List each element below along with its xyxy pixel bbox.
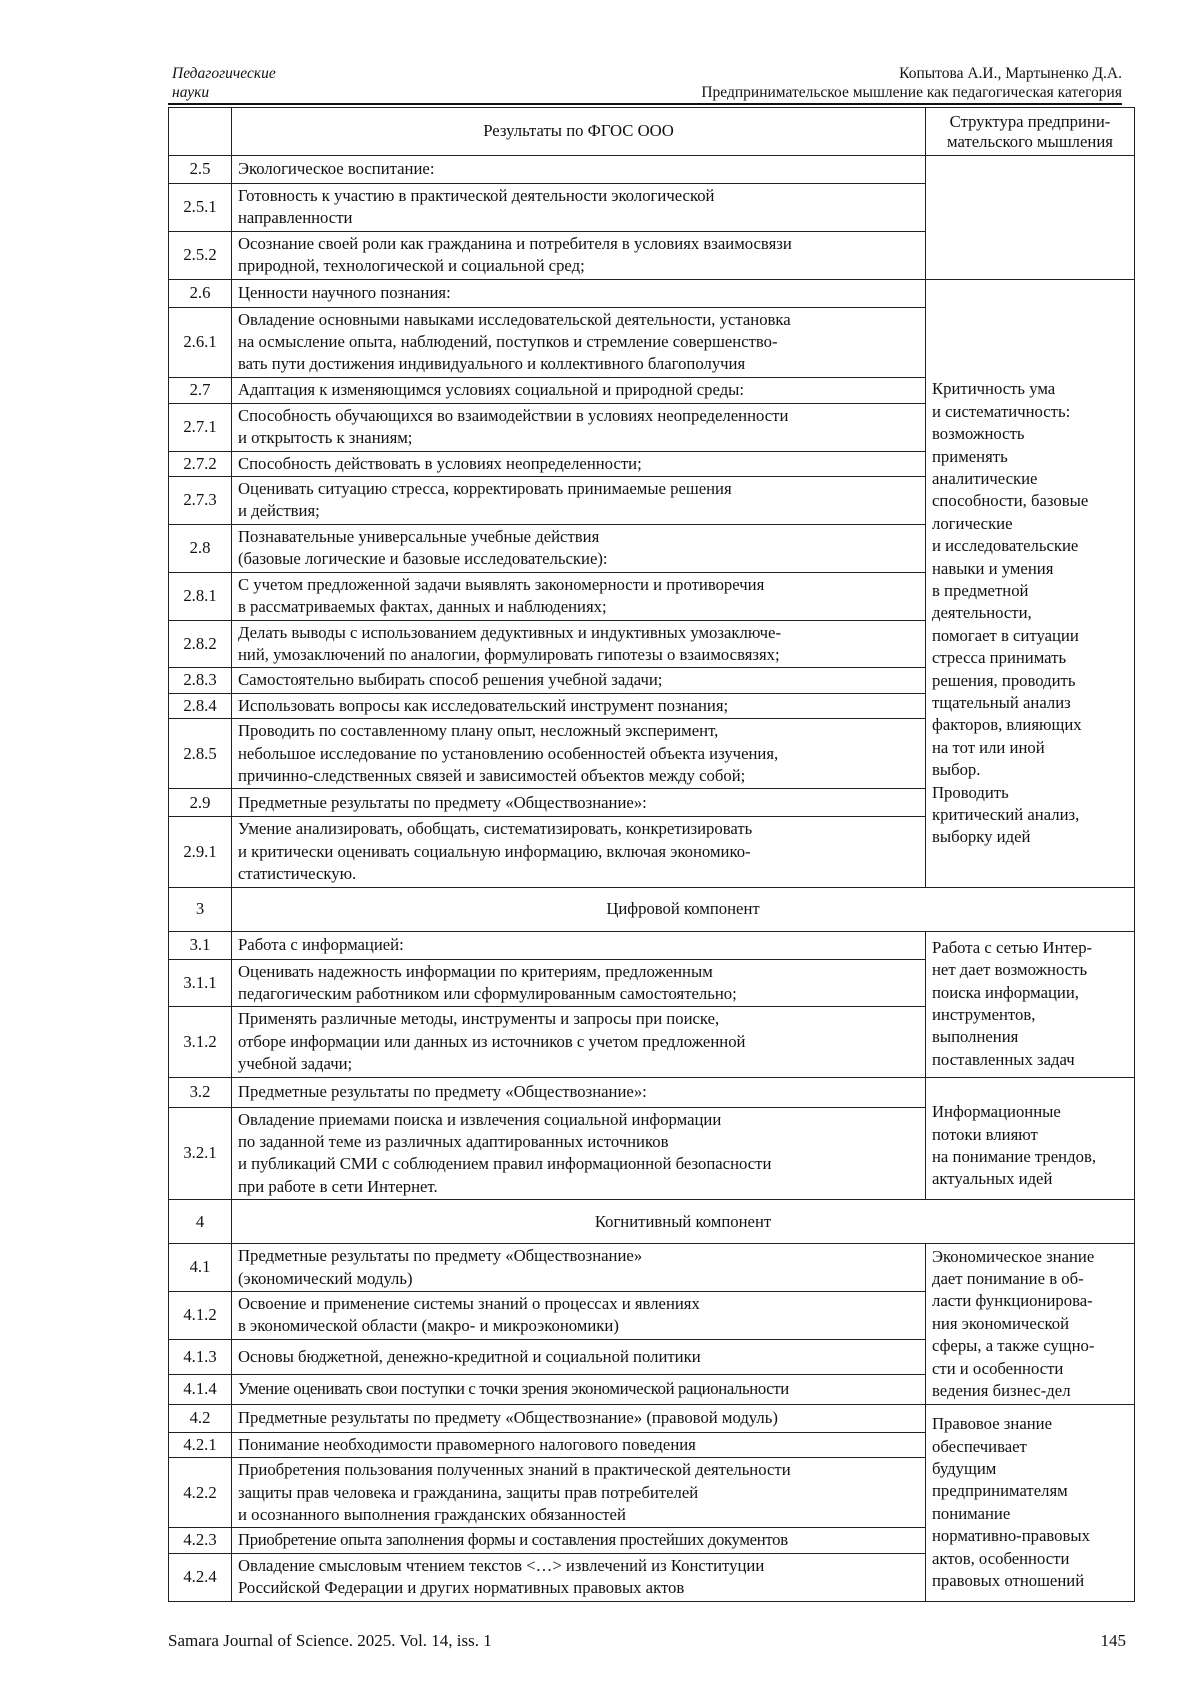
- category-title: Цифровой компонент: [232, 887, 1135, 931]
- structure-line: Критичность ума: [932, 379, 1056, 399]
- structure-cell-internet: [926, 931, 1135, 1077]
- row-text: [232, 1339, 926, 1374]
- row-text-line: направленности: [238, 208, 353, 228]
- row-number: 4.1.3: [169, 1339, 232, 1374]
- row-text: [232, 403, 926, 451]
- structure-line: дает понимание в об-: [932, 1269, 1084, 1289]
- row-number: 3: [169, 887, 232, 931]
- row-number: 2.6: [169, 279, 232, 307]
- row-text-line: Использовать вопросы как исследовательский инструмент познания;: [238, 695, 729, 715]
- structure-cell-critical-thinking: [926, 279, 1135, 887]
- structure-line: ния экономической: [932, 1313, 1070, 1333]
- structure-line: на понимание трендов,: [932, 1146, 1096, 1166]
- row-text-line: Адаптация к изменяющимся условиях социальной и природной среды:: [238, 380, 745, 400]
- structure-line: в предметной: [932, 580, 1029, 600]
- row-number: 2.8.4: [169, 693, 232, 718]
- structure-line: помогает в ситуации: [932, 625, 1079, 645]
- row-text-line: Познавательные универсальные учебные действия: [238, 526, 600, 546]
- row-number: 4.2: [169, 1404, 232, 1432]
- structure-line: навыки и умения: [932, 558, 1054, 578]
- row-text-line: и критически оценивать социальную информацию, включая экономико-: [238, 841, 751, 861]
- row-number: 3.1: [169, 931, 232, 959]
- row-number: 4.1: [169, 1244, 232, 1292]
- page-number: 145: [1100, 1631, 1126, 1650]
- row-text-line: и открытость к знаниям;: [238, 428, 413, 448]
- structure-line: решения, проводить: [932, 670, 1076, 690]
- row-text-line: Российской Федерации и других нормативных правовых актов: [238, 1578, 685, 1598]
- row-text: [232, 1404, 926, 1432]
- row-text-line: Овладение смысловым чтением текстов <…> извлечений из Конституции: [238, 1555, 765, 1575]
- structure-line: тщательный анализ: [932, 693, 1071, 713]
- row-text: [232, 1553, 926, 1601]
- header-structure-line-1: Структура предприни-: [949, 111, 1111, 131]
- section-label-line-1: Педагогические: [172, 65, 276, 82]
- row-text: [232, 184, 926, 232]
- running-header: [168, 64, 1122, 104]
- row-number: 2.5.1: [169, 184, 232, 232]
- row-text-line: Осознание своей роли как гражданина и потребителя в условиях взаимосвязи: [238, 233, 792, 253]
- row-number: 4.1.2: [169, 1292, 232, 1340]
- row-text: [232, 572, 926, 620]
- structure-line: потоки влияют: [932, 1124, 1038, 1144]
- section-label: [172, 64, 276, 102]
- row-text: [232, 1374, 926, 1404]
- row-text: [232, 477, 926, 525]
- structure-line: применять: [932, 446, 1008, 466]
- row-text-line: Проводить по составленному плану опыт, несложный эксперимент,: [238, 721, 719, 741]
- journal-citation: Samara Journal of Science. 2025. Vol. 14, iss. 1: [168, 1631, 492, 1650]
- structure-line: ласти функционирова-: [932, 1291, 1093, 1311]
- row-text-line: Применять различные методы, инструменты и запросы при поиске,: [238, 1009, 720, 1029]
- row-text: [232, 279, 926, 307]
- row-text: [232, 719, 926, 789]
- category-title: Когнитивный компонент: [232, 1200, 1135, 1244]
- row-text-line: педагогическим работником или сформулированным самостоятельно;: [238, 983, 737, 1003]
- structure-line: актуальных идей: [932, 1169, 1053, 1189]
- table-row: [169, 156, 1135, 184]
- row-number: 4.2.2: [169, 1458, 232, 1528]
- row-text-line: природной, технологической и социальной сред;: [238, 256, 585, 276]
- row-text: [232, 1292, 926, 1340]
- structure-line: поиска информации,: [932, 982, 1079, 1002]
- row-number: 2.9: [169, 789, 232, 817]
- row-number: 2.8.3: [169, 668, 232, 693]
- row-text-line: Ценности научного познания:: [238, 282, 451, 302]
- row-text: [232, 1007, 926, 1077]
- row-number: 4.2.1: [169, 1432, 232, 1457]
- row-text-line: Оценивать ситуацию стресса, корректировать принимаемые решения: [238, 479, 732, 499]
- row-text-line: небольшое исследование по установлению особенностей объекта изучения,: [238, 743, 779, 763]
- header-structure-line-2: мательского мышления: [947, 131, 1113, 151]
- structure-line: способности, базовые: [932, 491, 1089, 511]
- row-text-line: Понимание необходимости правомерного налогового поведения: [238, 1434, 696, 1454]
- row-number: 2.8.5: [169, 719, 232, 789]
- row-text: [232, 693, 926, 718]
- table-row: [169, 931, 1135, 959]
- row-number: 2.6.1: [169, 307, 232, 377]
- structure-line: обеспечивает: [932, 1436, 1027, 1456]
- row-text: [232, 1458, 926, 1528]
- row-number: 2.8.1: [169, 572, 232, 620]
- row-text-line: Овладение приемами поиска и извлечения социальной информации: [238, 1109, 722, 1129]
- article-title: Предпринимательское мышление как педагогическая категория: [701, 84, 1122, 101]
- row-text: [232, 1077, 926, 1107]
- row-number: 3.2.1: [169, 1107, 232, 1200]
- authors: Копытова А.И., Мартыненко Д.А.: [899, 65, 1122, 82]
- row-text-line: в экономической области (макро- и микроэкономики): [238, 1316, 619, 1336]
- row-text: [232, 817, 926, 887]
- row-text-line: Предметные результаты по предмету «Обществознание»: [238, 1246, 643, 1266]
- row-text: [232, 931, 926, 959]
- structure-line: сти и особенности: [932, 1358, 1064, 1378]
- structure-line: актов, особенности: [932, 1548, 1070, 1568]
- row-text-line: Умение анализировать, обобщать, систематизировать, конкретизировать: [238, 819, 753, 839]
- row-text: [232, 1432, 926, 1457]
- header-num-cell: [169, 108, 232, 156]
- structure-line: критический анализ,: [932, 805, 1080, 825]
- row-text: [232, 1107, 926, 1200]
- row-text: [232, 231, 926, 279]
- structure-cell-economic: [926, 1244, 1135, 1405]
- structure-cell-legal: [926, 1404, 1135, 1601]
- row-number: 4: [169, 1200, 232, 1244]
- structure-line: деятельности,: [932, 603, 1032, 623]
- row-text: [232, 377, 926, 403]
- structure-line: правовых отношений: [932, 1570, 1085, 1590]
- row-number: 2.8.2: [169, 620, 232, 668]
- structure-line: факторов, влияющих: [932, 715, 1082, 735]
- table-row: [169, 1077, 1135, 1107]
- row-text-line: при работе в сети Интернет.: [238, 1176, 438, 1196]
- table-header-row: [169, 108, 1135, 156]
- row-text-line: ний, умозаключений по аналогии, формулировать гипотезы о взаимосвязях;: [238, 644, 780, 664]
- header-results: Результаты по ФГОС ООО: [232, 108, 926, 156]
- structure-line: Информационные: [932, 1102, 1061, 1122]
- row-text-line: (базовые логические и базовые исследовательские):: [238, 549, 608, 569]
- row-text-line: Работа с информацией:: [238, 934, 404, 954]
- page-footer: [168, 1630, 1130, 1652]
- row-text-line: причинно-следственных связей и зависимостей объектов между собой;: [238, 765, 746, 785]
- row-text-line: отборе информации или данных из источников с учетом предложенной: [238, 1031, 746, 1051]
- structure-line: выборку идей: [932, 827, 1031, 847]
- structure-line: будущим: [932, 1458, 997, 1478]
- row-text-line: и осознанного выполнения гражданских обязанностей: [238, 1505, 626, 1525]
- structure-line: Работа с сетью Интер-: [932, 937, 1093, 957]
- row-text: [232, 959, 926, 1007]
- row-number: 3.1.1: [169, 959, 232, 1007]
- structure-line: выполнения: [932, 1027, 1019, 1047]
- row-text-line: (экономический модуль): [238, 1268, 413, 1288]
- structure-line: предпринимателям: [932, 1481, 1068, 1501]
- row-text-line: Овладение основными навыками исследовательской деятельности, установка: [238, 309, 791, 329]
- structure-line: понимание: [932, 1503, 1011, 1523]
- row-number: 2.8: [169, 524, 232, 572]
- row-text: [232, 307, 926, 377]
- row-number: 2.7: [169, 377, 232, 403]
- row-text-line: Основы бюджетной, денежно-кредитной и социальной политики: [238, 1346, 701, 1366]
- row-number: 2.7.3: [169, 477, 232, 525]
- row-text-line: Оценивать надежность информации по критериям, предложенным: [238, 961, 713, 981]
- row-number: 3.2: [169, 1077, 232, 1107]
- row-text-line: Освоение и применение системы знаний о процессах и явлениях: [238, 1294, 700, 1314]
- structure-line: нормативно-правовых: [932, 1526, 1090, 1546]
- structure-line: аналитические: [932, 468, 1038, 488]
- row-number: 2.7.1: [169, 403, 232, 451]
- structure-line: Экономическое знание: [932, 1246, 1095, 1266]
- row-text: [232, 451, 926, 476]
- row-text-line: Приобретения пользования полученных знаний в практической деятельности: [238, 1460, 791, 1480]
- row-number: 2.5: [169, 156, 232, 184]
- row-text-line: Готовность к участию в практической деятельности экологической: [238, 186, 715, 205]
- structure-line: Правовое знание: [932, 1414, 1052, 1434]
- structure-line: Проводить: [932, 782, 1009, 802]
- row-text-line: учебной задачи;: [238, 1054, 353, 1074]
- table-row: [169, 1244, 1135, 1292]
- structure-line: стресса принимать: [932, 648, 1067, 668]
- row-text-line: Приобретение опыта заполнения формы и составления простейших документов: [238, 1530, 788, 1550]
- structure-line: сферы, а также сущно-: [932, 1336, 1095, 1356]
- structure-line: и систематичность:: [932, 401, 1071, 421]
- row-text: [232, 524, 926, 572]
- row-text: [232, 1528, 926, 1553]
- row-text: [232, 620, 926, 668]
- row-text-line: Способность действовать в условиях неопределенности;: [238, 453, 642, 473]
- row-text: [232, 789, 926, 817]
- row-text-line: статистическую.: [238, 864, 357, 884]
- category-row-cognitive: [169, 1200, 1135, 1244]
- structure-cell-info-flows: [926, 1077, 1135, 1200]
- row-text-line: Предметные результаты по предмету «Обществознание»:: [238, 792, 647, 812]
- row-text: [232, 1244, 926, 1292]
- article-info: [701, 64, 1122, 102]
- row-text-line: Экологическое воспитание:: [238, 159, 435, 179]
- structure-line: инструментов,: [932, 1005, 1036, 1025]
- structure-line: возможность: [932, 424, 1025, 444]
- row-text-line: Предметные результаты по предмету «Обществознание» (правовой модуль): [238, 1408, 778, 1428]
- row-text-line: Самостоятельно выбирать способ решения учебной задачи;: [238, 670, 663, 690]
- structure-line: на тот или иной: [932, 737, 1045, 757]
- row-number: 2.5.2: [169, 231, 232, 279]
- row-text-line: на осмысление опыта, наблюдений, поступков и стремление совершенство-: [238, 332, 778, 352]
- row-text-line: Умение оценивать свои поступки с точки зрения экономической рациональности: [238, 1379, 789, 1399]
- structure-line: выбор.: [932, 760, 981, 780]
- row-text: [232, 156, 926, 184]
- row-text-line: С учетом предложенной задачи выявлять закономерности и противоречия: [238, 574, 765, 594]
- row-text-line: Способность обучающихся во взаимодействии в условиях неопределенности: [238, 405, 789, 425]
- table-row: [169, 279, 1135, 307]
- table-row: [169, 1404, 1135, 1432]
- row-text-line: Предметные результаты по предмету «Обществознание»:: [238, 1081, 647, 1101]
- header-rule: [168, 103, 1122, 105]
- row-text-line: вать пути достижения индивидуального и коллективного благополучия: [238, 354, 746, 374]
- row-text-line: Делать выводы с использованием дедуктивных и индуктивных умозаключе-: [238, 622, 782, 642]
- row-text: [232, 668, 926, 693]
- row-text-line: и действия;: [238, 501, 320, 521]
- structure-line: и исследовательские: [932, 536, 1079, 556]
- row-number: 4.2.3: [169, 1528, 232, 1553]
- results-table: [168, 107, 1135, 1602]
- row-text-line: по заданной теме из различных адаптированных источников: [238, 1132, 669, 1151]
- category-row-digital: [169, 887, 1135, 931]
- structure-line: нет дает возможность: [932, 960, 1088, 980]
- header-structure: [926, 108, 1135, 156]
- row-number: 3.1.2: [169, 1007, 232, 1077]
- row-number: 2.9.1: [169, 817, 232, 887]
- structure-cell-empty: [926, 156, 1135, 280]
- row-text-line: и публикаций СМИ с соблюдением правил информационной безопасности: [238, 1154, 772, 1174]
- row-text-line: в рассматриваемых фактах, данных и наблюдениях;: [238, 597, 607, 617]
- section-label-line-2: науки: [172, 84, 210, 101]
- row-number: 4.1.4: [169, 1374, 232, 1404]
- structure-line: ведения бизнес-дел: [932, 1381, 1071, 1401]
- structure-line: поставленных задач: [932, 1049, 1075, 1069]
- row-number: 2.7.2: [169, 451, 232, 476]
- structure-line: логические: [932, 513, 1013, 533]
- row-number: 4.2.4: [169, 1553, 232, 1601]
- row-text-line: защиты прав человека и гражданина, защиты прав потребителей: [238, 1482, 699, 1502]
